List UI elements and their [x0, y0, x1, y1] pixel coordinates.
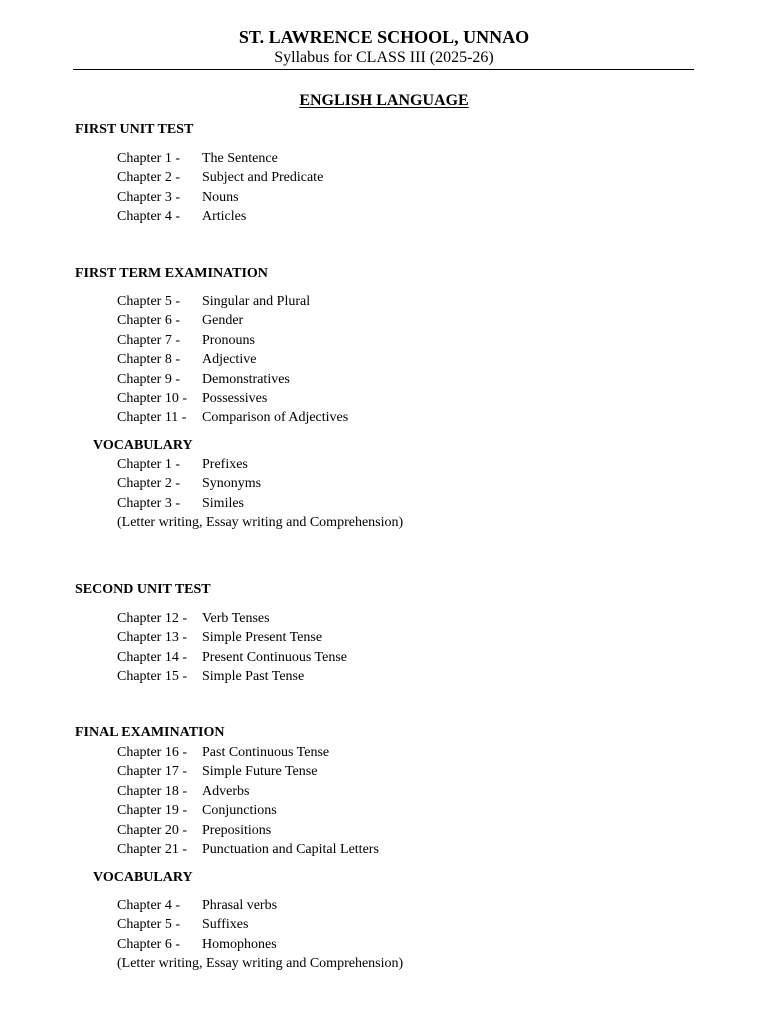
- first-term-writing-note: (Letter writing, Essay writing and Comprehension): [117, 515, 404, 530]
- chapter-title: Comparison of Adjectives: [202, 410, 349, 426]
- chapter-number: Chapter 10 -: [117, 390, 187, 406]
- chapter-number: Chapter 6 -: [117, 936, 180, 952]
- chapter-title: Gender: [202, 313, 244, 329]
- header-divider: [73, 69, 694, 70]
- chapter-item: [117, 455, 261, 474]
- chapter-title: Singular and Plural: [202, 294, 311, 309]
- chapter-number: Chapter 3 -: [117, 495, 180, 511]
- chapter-title: Simple Present Tense: [202, 630, 323, 646]
- final-exam-heading: FINAL EXAMINATION: [75, 725, 225, 740]
- chapter-item: [117, 389, 348, 408]
- chapter-number: Chapter 11 -: [117, 410, 187, 426]
- chapter-number: Chapter 7 -: [117, 332, 180, 348]
- chapter-title: Punctuation and Capital Letters: [202, 841, 379, 857]
- chapter-title: Nouns: [202, 189, 239, 205]
- chapter-item: [117, 149, 323, 168]
- chapter-title: Possessives: [202, 390, 268, 406]
- chapter-item: [117, 474, 261, 493]
- chapter-title: Phrasal verbs: [202, 898, 278, 913]
- chapter-title: Past Continuous Tense: [202, 745, 330, 760]
- chapter-item: [117, 331, 348, 350]
- chapter-number: Chapter 2 -: [117, 170, 180, 186]
- chapter-title: Suffixes: [202, 917, 249, 933]
- chapter-title: Pronouns: [202, 332, 255, 348]
- chapter-number: Chapter 16 -: [117, 745, 187, 760]
- first-term-chapters: [117, 292, 348, 428]
- chapter-item: [117, 801, 379, 820]
- chapter-title: Homophones: [202, 936, 277, 952]
- chapter-number: Chapter 3 -: [117, 189, 180, 205]
- chapter-item: [117, 609, 347, 628]
- chapter-number: Chapter 20 -: [117, 822, 187, 838]
- chapter-number: Chapter 6 -: [117, 313, 180, 329]
- chapter-title: Synonyms: [202, 476, 262, 492]
- first-term-vocabulary-chapters: [117, 455, 261, 513]
- chapter-number: Chapter 9 -: [117, 371, 180, 387]
- final-exam-vocabulary-heading: VOCABULARY: [93, 870, 193, 885]
- chapter-item: [117, 782, 379, 801]
- chapter-item: [117, 350, 348, 369]
- chapter-title: Present Continuous Tense: [202, 649, 347, 665]
- chapter-title: The Sentence: [202, 151, 278, 166]
- chapter-number: Chapter 12 -: [117, 611, 187, 626]
- subject-heading: [0, 91, 768, 111]
- chapter-number: Chapter 1 -: [117, 457, 180, 472]
- second-unit-test-chapters: [117, 609, 347, 687]
- chapter-item: [117, 821, 379, 840]
- chapter-title: Verb Tenses: [202, 611, 270, 626]
- chapter-title: Simple Past Tense: [202, 669, 305, 685]
- first-unit-test-heading: FIRST UNIT TEST: [75, 122, 194, 137]
- chapter-item: [117, 188, 323, 207]
- first-term-heading: FIRST TERM EXAMINATION: [75, 266, 268, 281]
- first-term-vocabulary-heading: VOCABULARY: [93, 438, 193, 453]
- chapter-title: Articles: [202, 209, 247, 225]
- chapter-number: Chapter 21 -: [117, 841, 187, 857]
- syllabus-subtitle: Syllabus for CLASS III (2025-26): [274, 49, 494, 66]
- chapter-title: Adverbs: [202, 783, 250, 799]
- chapter-title: Prefixes: [202, 457, 248, 472]
- chapter-title: Subject and Predicate: [202, 170, 324, 186]
- chapter-item: [117, 667, 347, 686]
- subject-heading-text: ENGLISH LANGUAGE: [299, 92, 469, 109]
- chapter-item: [117, 915, 277, 934]
- chapter-number: Chapter 19 -: [117, 803, 187, 819]
- chapter-title: Adjective: [202, 352, 257, 368]
- chapter-item: [117, 628, 347, 647]
- school-name: ST. LAWRENCE SCHOOL, UNNAO: [238, 27, 530, 47]
- chapter-title: Conjunctions: [202, 803, 277, 819]
- chapter-title: Demonstratives: [202, 371, 290, 387]
- chapter-item: [117, 840, 379, 859]
- chapter-number: Chapter 2 -: [117, 476, 180, 492]
- chapter-number: Chapter 8 -: [117, 352, 180, 368]
- chapter-number: Chapter 15 -: [117, 669, 187, 685]
- final-exam-vocabulary-chapters: [117, 896, 277, 954]
- chapter-number: Chapter 13 -: [117, 630, 187, 646]
- chapter-item: [117, 743, 379, 762]
- chapter-item: [117, 494, 261, 513]
- first-unit-test-chapters: [117, 149, 323, 227]
- chapter-number: Chapter 14 -: [117, 649, 187, 665]
- chapter-item: [117, 762, 379, 781]
- chapter-item: [117, 168, 323, 187]
- chapter-item: [117, 311, 348, 330]
- chapter-title: Similes: [202, 495, 245, 511]
- chapter-item: [117, 935, 277, 954]
- chapter-number: Chapter 18 -: [117, 783, 187, 799]
- chapter-item: [117, 207, 323, 226]
- chapter-number: Chapter 17 -: [117, 764, 187, 780]
- chapter-item: [117, 370, 348, 389]
- chapter-number: Chapter 5 -: [117, 294, 180, 309]
- chapter-title: Simple Future Tense: [202, 764, 318, 780]
- chapter-item: [117, 648, 347, 667]
- chapter-number: Chapter 1 -: [117, 151, 180, 166]
- chapter-item: [117, 896, 277, 915]
- final-exam-writing-note: (Letter writing, Essay writing and Comprehension): [117, 956, 404, 971]
- chapter-number: Chapter 4 -: [117, 898, 180, 913]
- chapter-item: [117, 408, 348, 427]
- chapter-title: Prepositions: [202, 822, 272, 838]
- final-exam-chapters: [117, 743, 379, 859]
- chapter-number: Chapter 5 -: [117, 917, 180, 933]
- second-unit-test-heading: SECOND UNIT TEST: [75, 582, 211, 597]
- chapter-item: [117, 292, 348, 311]
- chapter-number: Chapter 4 -: [117, 209, 180, 225]
